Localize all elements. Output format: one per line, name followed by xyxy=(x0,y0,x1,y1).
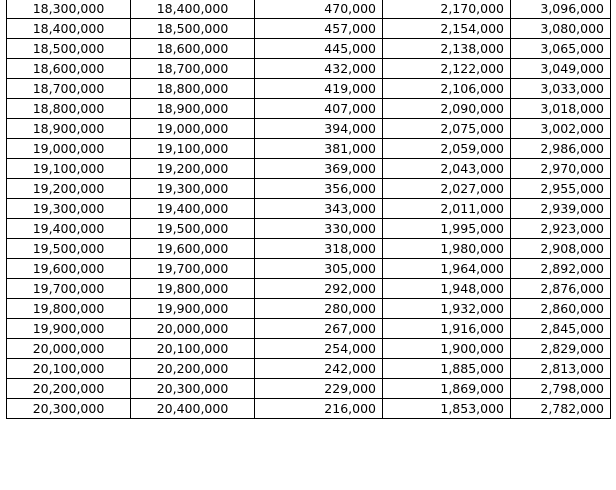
value-2-cell: 1,995,000 xyxy=(383,219,511,239)
table-container xyxy=(6,0,611,419)
range-from-cell: 19,000,000 xyxy=(7,139,131,159)
value-3-cell: 2,939,000 xyxy=(511,199,611,219)
range-to-cell: 19,700,000 xyxy=(131,259,255,279)
table-row xyxy=(7,119,611,139)
value-2-cell: 2,138,000 xyxy=(383,39,511,59)
data-table xyxy=(6,0,611,419)
value-3-cell: 2,829,000 xyxy=(511,339,611,359)
range-from-cell: 19,100,000 xyxy=(7,159,131,179)
range-to-cell: 18,500,000 xyxy=(131,19,255,39)
value-3-cell: 3,065,000 xyxy=(511,39,611,59)
range-from-cell: 19,900,000 xyxy=(7,319,131,339)
value-2-cell: 1,964,000 xyxy=(383,259,511,279)
value-3-cell: 2,986,000 xyxy=(511,139,611,159)
value-1-cell: 229,000 xyxy=(255,379,383,399)
range-from-cell: 20,100,000 xyxy=(7,359,131,379)
range-from-cell: 19,600,000 xyxy=(7,259,131,279)
value-1-cell: 292,000 xyxy=(255,279,383,299)
range-to-cell: 19,400,000 xyxy=(131,199,255,219)
value-2-cell: 2,170,000 xyxy=(383,0,511,19)
value-3-cell: 2,860,000 xyxy=(511,299,611,319)
value-3-cell: 3,096,000 xyxy=(511,0,611,19)
range-from-cell: 18,500,000 xyxy=(7,39,131,59)
range-from-cell: 20,000,000 xyxy=(7,339,131,359)
range-from-cell: 20,200,000 xyxy=(7,379,131,399)
value-3-cell: 3,080,000 xyxy=(511,19,611,39)
value-3-cell: 2,908,000 xyxy=(511,239,611,259)
value-3-cell: 3,002,000 xyxy=(511,119,611,139)
range-to-cell: 20,100,000 xyxy=(131,339,255,359)
value-2-cell: 2,027,000 xyxy=(383,179,511,199)
range-from-cell: 18,800,000 xyxy=(7,99,131,119)
range-to-cell: 19,500,000 xyxy=(131,219,255,239)
value-1-cell: 457,000 xyxy=(255,19,383,39)
value-3-cell: 3,033,000 xyxy=(511,79,611,99)
range-to-cell: 18,600,000 xyxy=(131,39,255,59)
value-2-cell: 2,154,000 xyxy=(383,19,511,39)
table-row xyxy=(7,339,611,359)
range-to-cell: 19,900,000 xyxy=(131,299,255,319)
range-to-cell: 20,400,000 xyxy=(131,399,255,419)
table-row xyxy=(7,39,611,59)
range-from-cell: 18,900,000 xyxy=(7,119,131,139)
value-2-cell: 1,948,000 xyxy=(383,279,511,299)
range-to-cell: 19,300,000 xyxy=(131,179,255,199)
table-body xyxy=(7,0,611,419)
value-2-cell: 1,980,000 xyxy=(383,239,511,259)
value-2-cell: 1,932,000 xyxy=(383,299,511,319)
range-from-cell: 18,700,000 xyxy=(7,79,131,99)
value-1-cell: 280,000 xyxy=(255,299,383,319)
value-1-cell: 381,000 xyxy=(255,139,383,159)
table-row xyxy=(7,0,611,19)
value-2-cell: 2,090,000 xyxy=(383,99,511,119)
value-2-cell: 2,075,000 xyxy=(383,119,511,139)
value-2-cell: 1,869,000 xyxy=(383,379,511,399)
value-1-cell: 216,000 xyxy=(255,399,383,419)
value-1-cell: 254,000 xyxy=(255,339,383,359)
range-from-cell: 18,300,000 xyxy=(7,0,131,19)
value-1-cell: 356,000 xyxy=(255,179,383,199)
value-2-cell: 2,106,000 xyxy=(383,79,511,99)
value-3-cell: 2,782,000 xyxy=(511,399,611,419)
range-from-cell: 19,200,000 xyxy=(7,179,131,199)
table-row xyxy=(7,199,611,219)
range-to-cell: 18,900,000 xyxy=(131,99,255,119)
range-to-cell: 19,800,000 xyxy=(131,279,255,299)
range-from-cell: 18,400,000 xyxy=(7,19,131,39)
table-row xyxy=(7,79,611,99)
table-row xyxy=(7,219,611,239)
value-1-cell: 343,000 xyxy=(255,199,383,219)
range-to-cell: 19,600,000 xyxy=(131,239,255,259)
value-1-cell: 419,000 xyxy=(255,79,383,99)
range-to-cell: 20,300,000 xyxy=(131,379,255,399)
range-to-cell: 20,000,000 xyxy=(131,319,255,339)
value-2-cell: 1,900,000 xyxy=(383,339,511,359)
value-3-cell: 2,845,000 xyxy=(511,319,611,339)
range-from-cell: 19,400,000 xyxy=(7,219,131,239)
range-to-cell: 18,700,000 xyxy=(131,59,255,79)
table-row xyxy=(7,19,611,39)
range-from-cell: 19,300,000 xyxy=(7,199,131,219)
range-from-cell: 20,300,000 xyxy=(7,399,131,419)
range-from-cell: 19,500,000 xyxy=(7,239,131,259)
table-row xyxy=(7,299,611,319)
table-row xyxy=(7,279,611,299)
value-1-cell: 267,000 xyxy=(255,319,383,339)
table-row xyxy=(7,159,611,179)
value-3-cell: 3,049,000 xyxy=(511,59,611,79)
value-3-cell: 2,955,000 xyxy=(511,179,611,199)
value-3-cell: 2,970,000 xyxy=(511,159,611,179)
table-row xyxy=(7,179,611,199)
value-3-cell: 3,018,000 xyxy=(511,99,611,119)
value-3-cell: 2,892,000 xyxy=(511,259,611,279)
value-2-cell: 2,059,000 xyxy=(383,139,511,159)
value-2-cell: 2,011,000 xyxy=(383,199,511,219)
value-1-cell: 407,000 xyxy=(255,99,383,119)
value-1-cell: 445,000 xyxy=(255,39,383,59)
table-row xyxy=(7,379,611,399)
range-from-cell: 18,600,000 xyxy=(7,59,131,79)
value-1-cell: 330,000 xyxy=(255,219,383,239)
value-3-cell: 2,876,000 xyxy=(511,279,611,299)
value-2-cell: 2,122,000 xyxy=(383,59,511,79)
value-1-cell: 305,000 xyxy=(255,259,383,279)
value-1-cell: 432,000 xyxy=(255,59,383,79)
value-2-cell: 1,916,000 xyxy=(383,319,511,339)
value-2-cell: 2,043,000 xyxy=(383,159,511,179)
range-to-cell: 19,000,000 xyxy=(131,119,255,139)
range-to-cell: 19,200,000 xyxy=(131,159,255,179)
value-1-cell: 318,000 xyxy=(255,239,383,259)
value-3-cell: 2,923,000 xyxy=(511,219,611,239)
range-to-cell: 18,800,000 xyxy=(131,79,255,99)
value-2-cell: 1,885,000 xyxy=(383,359,511,379)
value-2-cell: 1,853,000 xyxy=(383,399,511,419)
range-to-cell: 19,100,000 xyxy=(131,139,255,159)
value-3-cell: 2,798,000 xyxy=(511,379,611,399)
range-from-cell: 19,700,000 xyxy=(7,279,131,299)
value-1-cell: 470,000 xyxy=(255,0,383,19)
value-1-cell: 394,000 xyxy=(255,119,383,139)
range-to-cell: 18,400,000 xyxy=(131,0,255,19)
table-row xyxy=(7,319,611,339)
value-3-cell: 2,813,000 xyxy=(511,359,611,379)
table-row xyxy=(7,259,611,279)
table-row xyxy=(7,99,611,119)
table-row xyxy=(7,399,611,419)
value-1-cell: 369,000 xyxy=(255,159,383,179)
range-to-cell: 20,200,000 xyxy=(131,359,255,379)
table-row xyxy=(7,359,611,379)
table-row xyxy=(7,139,611,159)
range-from-cell: 19,800,000 xyxy=(7,299,131,319)
table-row xyxy=(7,239,611,259)
table-row xyxy=(7,59,611,79)
value-1-cell: 242,000 xyxy=(255,359,383,379)
